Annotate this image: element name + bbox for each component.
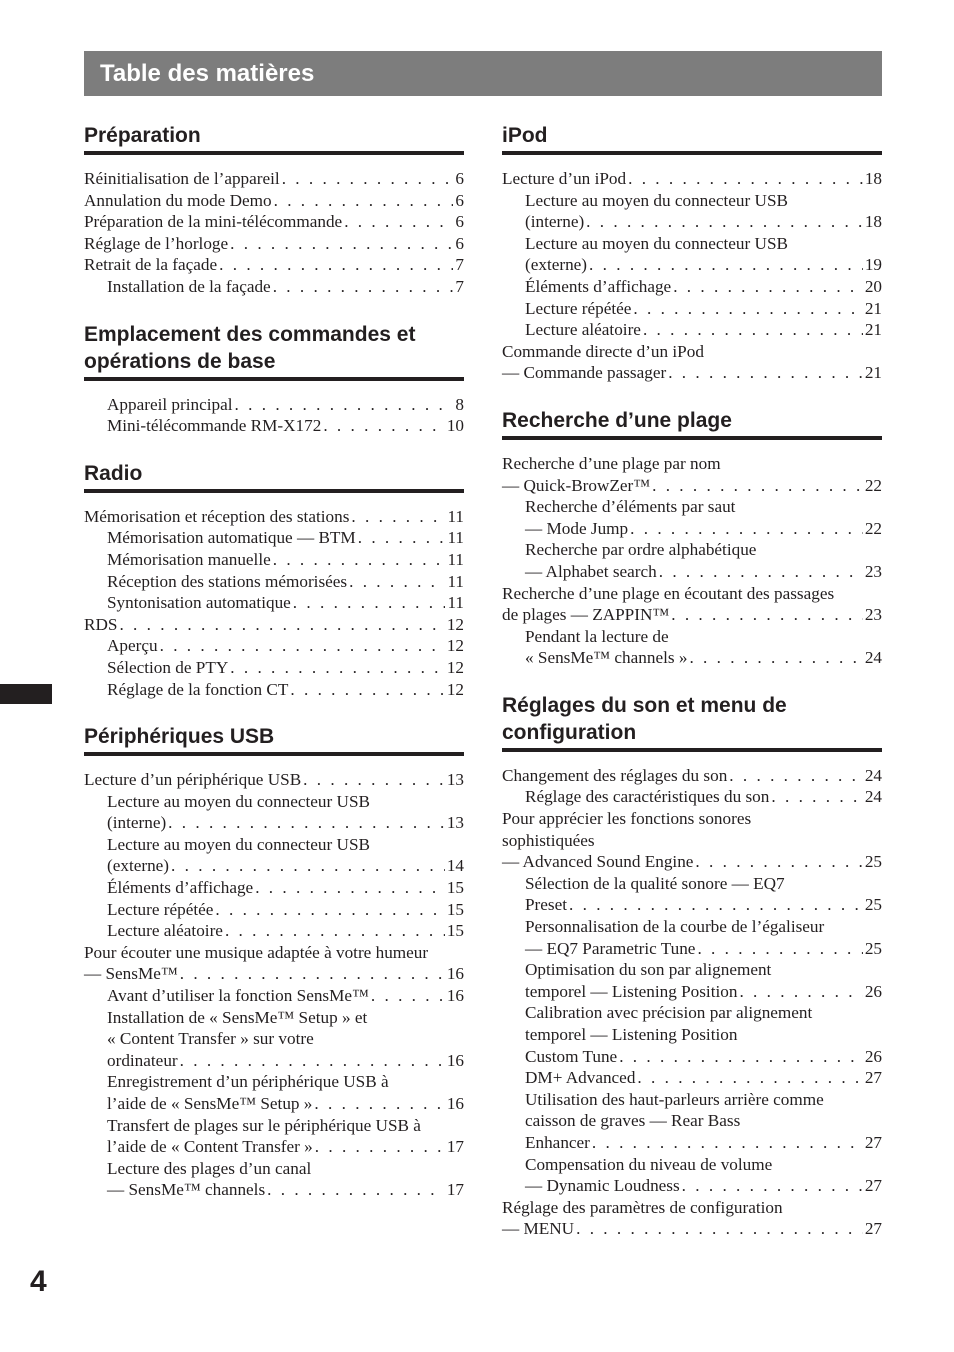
toc-entry-text: caisson de graves — Rear Bass [525,1111,741,1131]
toc-entry-text: Réglage des paramètres de configuration [502,1197,783,1217]
toc-entry [502,959,882,981]
toc-entry[interactable] [502,1067,882,1089]
toc-entry[interactable] [84,527,464,549]
dot-leader [652,475,863,497]
toc-entry-text: Lecture d’un iPod [502,169,627,188]
page-title-bar [84,51,882,96]
toc-entry[interactable] [84,592,464,614]
toc-entry-page: 16 [446,964,464,984]
toc-entry-page: 26 [864,1046,882,1066]
toc-entry-text: — EQ7 Parametric Tune [525,938,696,958]
page-title: Table des matières [100,60,315,87]
toc-entry [84,942,464,964]
toc-entry[interactable] [84,899,464,921]
toc-entry-text: Installation de « SensMe™ Setup » et [107,1007,368,1027]
toc-entry-text: Lecture des plages d’un canal [107,1158,312,1178]
toc-entry[interactable] [502,981,882,1003]
toc-entry[interactable] [502,319,882,341]
toc-entry[interactable] [502,1218,882,1240]
toc-entry[interactable] [502,254,882,276]
toc-entry-text: Changement des réglages du son [502,765,728,785]
toc-entry-page: 6 [455,190,464,210]
dot-leader [633,298,862,320]
dot-leader [160,635,445,657]
dot-leader [180,963,445,985]
dot-leader [586,211,863,233]
toc-entry-text: Sélection de PTY [107,657,229,677]
toc-entry [84,1028,464,1050]
toc-left-column [84,122,464,1224]
toc-entry-page: 11 [447,593,464,613]
toc-entry-text: Préparation de la mini-télécommande [84,212,343,232]
toc-entry-text: Réglage de la fonction CT [107,679,289,699]
toc-entry-text: — Alphabet search [525,561,657,581]
toc-entry[interactable] [84,211,464,233]
toc-entry-page: 12 [446,657,464,677]
toc-section-reglages-du-son-et-menu-de-configuration [502,692,882,1240]
toc-entry-page: 15 [446,921,464,941]
toc-section-ipod [502,122,882,384]
dot-leader [695,851,862,873]
toc-entry-text: Recherche d’une plage par nom [502,453,721,473]
dot-leader [637,1067,862,1089]
dot-leader [771,786,862,808]
toc-entry-page: 8 [455,394,464,414]
toc-entry-text: DM+ Advanced [525,1068,636,1088]
toc-entry-text: temporel — Listening Position [525,1025,738,1044]
dot-leader [682,1175,863,1197]
toc-entry-page: 24 [864,648,882,668]
toc-entry-text: Lecture aléatoire [525,320,641,340]
toc-entry-text: Réglage de l’horloge [84,233,229,253]
toc-entry-text: « SensMe™ channels » [525,648,688,668]
toc-entry-page: 22 [864,475,882,495]
dot-leader [589,254,863,276]
toc-entry-text: — SensMe™ [84,964,178,984]
toc-entry-text: Mémorisation manuelle [107,549,271,569]
toc-entry-list [84,769,464,1201]
toc-entry-page: 17 [446,1180,464,1200]
toc-entry[interactable] [502,211,882,233]
toc-entry-text: (interne) [525,212,585,232]
toc-entry-text: de plages — ZAPPIN™ [502,605,670,625]
dot-leader [351,506,445,528]
toc-entry-list [502,453,882,669]
toc-section-recherche-d-une-plage [502,407,882,669]
toc-entry[interactable] [84,1136,464,1158]
toc-entry-page: 6 [455,212,464,232]
toc-entry[interactable] [502,765,882,787]
toc-entry-text: Recherche d’une plage en écoutant des passages [502,583,835,603]
toc-entry[interactable] [502,518,882,540]
toc-entry-text: Éléments d’affichage [525,276,672,296]
toc-entry[interactable] [84,233,464,255]
dot-leader [569,894,863,916]
section-tab-marker [0,684,52,704]
toc-entry-text: Retrait de la façade [84,255,218,275]
toc-entry-text: — MENU [502,1219,575,1239]
toc-entry-text: Lecture au moyen du connecteur USB [525,233,788,253]
dot-leader [293,592,446,614]
toc-entry-page: 6 [455,233,464,253]
toc-entry[interactable] [502,938,882,960]
toc-entry-page: 25 [864,895,882,915]
toc-entry[interactable] [84,920,464,942]
toc-entry-page: 16 [446,986,464,1006]
toc-entry[interactable] [84,1050,464,1072]
toc-entry-page: 21 [864,320,882,340]
toc-entry-page: 6 [455,169,464,188]
toc-entry[interactable] [84,985,464,1007]
toc-entry[interactable] [84,855,464,877]
toc-entry-page: 12 [446,636,464,656]
toc-entry-list [84,506,464,700]
dot-leader [314,1093,444,1115]
toc-entry [84,1071,464,1093]
toc-entry-text: Calibration avec précision par alignement [525,1003,813,1023]
toc-entry [502,626,882,648]
section-heading: iPod [502,122,882,155]
toc-entry[interactable] [502,475,882,497]
dot-leader [273,549,446,571]
toc-entry-text: Compensation du niveau de volume [525,1154,773,1174]
toc-entry-text: Lecture aléatoire [107,921,223,941]
toc-entry-page: 25 [864,938,882,958]
dot-leader [729,765,863,787]
dot-leader [671,604,863,626]
toc-entry[interactable] [84,812,464,834]
toc-entry-text: Personnalisation de la courbe de l’égaliseur [525,917,825,937]
toc-entry [502,1089,882,1111]
toc-section-peripheriques-usb [84,723,464,1201]
toc-entry [84,791,464,813]
toc-entry[interactable] [84,769,464,791]
toc-entry-text: Avant d’utiliser la fonction SensMe™ [107,986,369,1006]
toc-entry-page: 27 [864,1176,882,1196]
toc-entry[interactable] [84,963,464,985]
dot-leader [274,190,453,212]
dot-leader [282,168,453,190]
toc-entry-page: 23 [864,561,882,581]
toc-entry [502,190,882,212]
toc-entry [502,830,882,852]
toc-entry-text: — Dynamic Loudness [525,1176,680,1196]
toc-entry-text: Enregistrement d’un périphérique USB à [107,1072,389,1092]
dot-leader [230,233,453,255]
toc-entry-text: Lecture au moyen du connecteur USB [525,190,788,210]
toc-entry-text: Utilisation des haut-parleurs arrière comme [525,1089,824,1109]
toc-entry-page: 15 [446,899,464,919]
toc-entry [502,1024,882,1046]
dot-leader [344,211,453,233]
toc-entry-page: 7 [455,276,464,296]
toc-entry-text: Réinitialisation de l’appareil [84,169,280,188]
toc-right-column [502,122,882,1263]
toc-entry-page: 17 [446,1137,464,1157]
toc-entry-text: Lecture au moyen du connecteur USB [107,834,370,854]
toc-entry-page: 21 [864,363,882,383]
toc-entry-text: — Advanced Sound Engine [502,852,694,872]
toc-entry-page: 23 [864,605,882,625]
toc-entry-page: 11 [447,571,464,591]
toc-entry[interactable] [502,604,882,626]
toc-entry-page: 11 [447,549,464,569]
toc-entry-text: Appareil principal [107,394,233,414]
dot-leader [659,561,863,583]
toc-entry [502,453,882,475]
toc-entry [502,496,882,518]
toc-entry-page: 27 [864,1219,882,1239]
toc-entry[interactable] [84,168,464,190]
dot-leader [697,938,862,960]
toc-entry[interactable] [502,298,882,320]
section-heading: Emplacement des commandes et opérations de base [84,321,464,381]
toc-entry-text: Lecture au moyen du connecteur USB [107,791,370,811]
dot-leader [323,415,444,437]
toc-entry-text: Pendant la lecture de [525,626,669,646]
toc-entry-text: Installation de la façade [107,276,271,296]
page-number: 4 [30,1265,47,1298]
toc-entry [502,1154,882,1176]
toc-entry[interactable] [502,276,882,298]
toc-entry-text: Recherche par ordre alphabétique [525,540,757,560]
toc-entry [502,873,882,895]
toc-entry-text: (externe) [525,255,588,275]
section-heading: Recherche d’une plage [502,407,882,440]
toc-entry [502,539,882,561]
toc-entry [502,341,882,363]
toc-entry-text: Mémorisation et réception des stations [84,506,350,526]
toc-entry[interactable] [502,786,882,808]
toc-entry[interactable] [84,1179,464,1201]
toc-section-preparation [84,122,464,298]
toc-entry-text: Transfert de plages sur le périphérique USB à [107,1115,421,1135]
dot-leader [235,394,453,416]
toc-entry [502,808,882,830]
dot-leader [180,1050,445,1072]
toc-entry[interactable] [84,657,464,679]
toc-entry-page: 7 [455,255,464,275]
toc-entry-page: 11 [447,506,464,526]
toc-entry-text: RDS [84,614,118,634]
dot-leader [171,855,445,877]
toc-entry[interactable] [84,614,464,636]
toc-entry-page: 16 [446,1050,464,1070]
toc-entry-text: Commande directe d’un iPod [502,341,704,361]
toc-entry-text: l’aide de « SensMe™ Setup » [107,1094,313,1113]
toc-entry[interactable] [84,549,464,571]
toc-entry-text: (externe) [107,856,170,876]
toc-entry-text: l’aide de « Content Transfer » [107,1137,313,1157]
toc-entry-page: 16 [446,1094,464,1113]
dot-leader [739,981,862,1003]
toc-entry-text: Mini-télécommande RM-X172 [107,416,322,436]
toc-entry-page: 18 [864,212,882,232]
toc-entry[interactable] [84,571,464,593]
toc-entry-page: 12 [446,614,464,634]
dot-leader [119,614,444,636]
toc-section-emplacement-des-commandes-et-operations-de-base [84,321,464,437]
toc-entry[interactable] [502,851,882,873]
toc-entry-page: 24 [864,787,882,807]
toc-entry-list [84,394,464,437]
dot-leader [290,679,444,701]
dot-leader [315,1136,445,1158]
toc-entry-page: 12 [446,679,464,699]
toc-entry-text: Réglage des caractéristiques du son [525,787,770,807]
dot-leader [576,1218,863,1240]
section-heading: Réglages du son et menu de configuration [502,692,882,752]
toc-entry [84,1115,464,1137]
dot-leader [303,769,445,791]
dot-leader [689,647,862,669]
toc-entry [502,916,882,938]
toc-entry [502,1110,882,1132]
toc-entry [502,583,882,605]
toc-entry-text: « Content Transfer » sur votre [107,1029,314,1049]
toc-entry [502,1197,882,1219]
toc-entry-text: Lecture d’un périphérique USB [84,770,302,790]
toc-entry[interactable] [502,1046,882,1068]
toc-entry-text: Aperçu [107,636,158,656]
toc-entry-page: 11 [447,528,464,548]
toc-entry[interactable] [84,506,464,528]
toc-entry[interactable] [84,415,464,437]
toc-entry-text: Enhancer [525,1132,590,1152]
toc-entry-list [502,168,882,384]
toc-entry[interactable] [502,647,882,669]
toc-entry[interactable] [502,894,882,916]
toc-entry[interactable] [84,1093,464,1115]
dot-leader [215,899,444,921]
dot-leader [219,254,453,276]
toc-entry[interactable] [502,1175,882,1197]
toc-entry-text: Optimisation du son par alignement [525,960,772,980]
toc-entry-text: Pour apprécier les fonctions sonores [502,809,752,829]
toc-entry-page: 21 [864,298,882,318]
toc-entry-page: 22 [864,518,882,538]
section-heading: Périphériques USB [84,723,464,756]
toc-entry-text: — SensMe™ channels [107,1180,266,1200]
toc-entry-page: 15 [446,878,464,898]
dot-leader [643,319,863,341]
toc-entry-text: Sélection de la qualité sonore — EQ7 [525,873,785,893]
dot-leader [628,168,863,190]
toc-entry-text: Annulation du mode Demo [84,190,272,210]
toc-entry-page: 14 [446,856,464,876]
toc-entry-page: 13 [446,770,464,790]
toc-entry-text: Preset [525,895,568,915]
dot-leader [225,920,445,942]
toc-entry-page: 18 [864,169,882,188]
toc-entry [84,834,464,856]
toc-entry-text: Pour écouter une musique adaptée à votre humeur [84,942,429,962]
toc-entry[interactable] [84,635,464,657]
dot-leader [168,812,445,834]
toc-entry-page: 13 [446,813,464,833]
toc-entry-text: Lecture répétée [107,899,214,919]
toc-entry-page: 24 [864,765,882,785]
toc-entry[interactable] [502,362,882,384]
toc-entry[interactable] [502,561,882,583]
toc-entry-text: — Commande passager [502,363,667,383]
toc-entry[interactable] [84,877,464,899]
dot-leader [673,276,863,298]
toc-entry-text: Mémorisation automatique — BTM [107,528,356,548]
dot-leader [349,571,445,593]
toc-entry-text: temporel — Listening Position [525,981,738,1001]
toc-entry-text: — Quick-BrowZer™ [502,475,651,495]
toc-entry-text: Réception des stations mémorisées [107,571,348,591]
dot-leader [619,1046,863,1068]
dot-leader [358,527,446,549]
toc-entry [502,233,882,255]
toc-entry-list [502,765,882,1240]
toc-entry-text: Syntonisation automatique [107,593,291,613]
toc-entry[interactable] [84,190,464,212]
dot-leader [273,276,453,298]
toc-entry-text: Recherche d’éléments par saut [525,497,736,517]
toc-entry [84,1007,464,1029]
toc-entry-page: 25 [864,852,882,872]
toc-entry-text: sophistiquées [502,830,595,850]
dot-leader [255,877,445,899]
toc-entry-page: 20 [864,276,882,296]
toc-entry-text: ordinateur [107,1050,178,1070]
toc-entry [84,1158,464,1180]
toc-section-radio [84,460,464,700]
toc-entry-page: 26 [864,981,882,1001]
toc-entry[interactable] [84,276,464,298]
dot-leader [592,1132,863,1154]
toc-entry-text: (interne) [107,813,167,833]
dot-leader [668,362,863,384]
toc-entry [502,1002,882,1024]
toc-entry-page: 27 [864,1132,882,1152]
dot-leader [230,657,445,679]
toc-entry-text: Custom Tune [525,1046,618,1066]
toc-entry-page: 10 [446,416,464,436]
toc-entry[interactable] [84,679,464,701]
toc-entry-text: Lecture répétée [525,298,632,318]
toc-entry-list [84,168,464,298]
dot-leader [371,985,445,1007]
dot-leader [267,1179,445,1201]
toc-entry[interactable] [84,254,464,276]
toc-entry-text: — Mode Jump [525,518,629,538]
dot-leader [630,518,863,540]
toc-entry[interactable] [84,394,464,416]
toc-entry-page: 27 [864,1068,882,1088]
toc-entry[interactable] [502,1132,882,1154]
section-heading: Préparation [84,122,464,155]
toc-entry[interactable] [502,168,882,190]
toc-entry-page: 19 [864,255,882,275]
toc-entry-text: Éléments d’affichage [107,878,254,898]
section-heading: Radio [84,460,464,493]
